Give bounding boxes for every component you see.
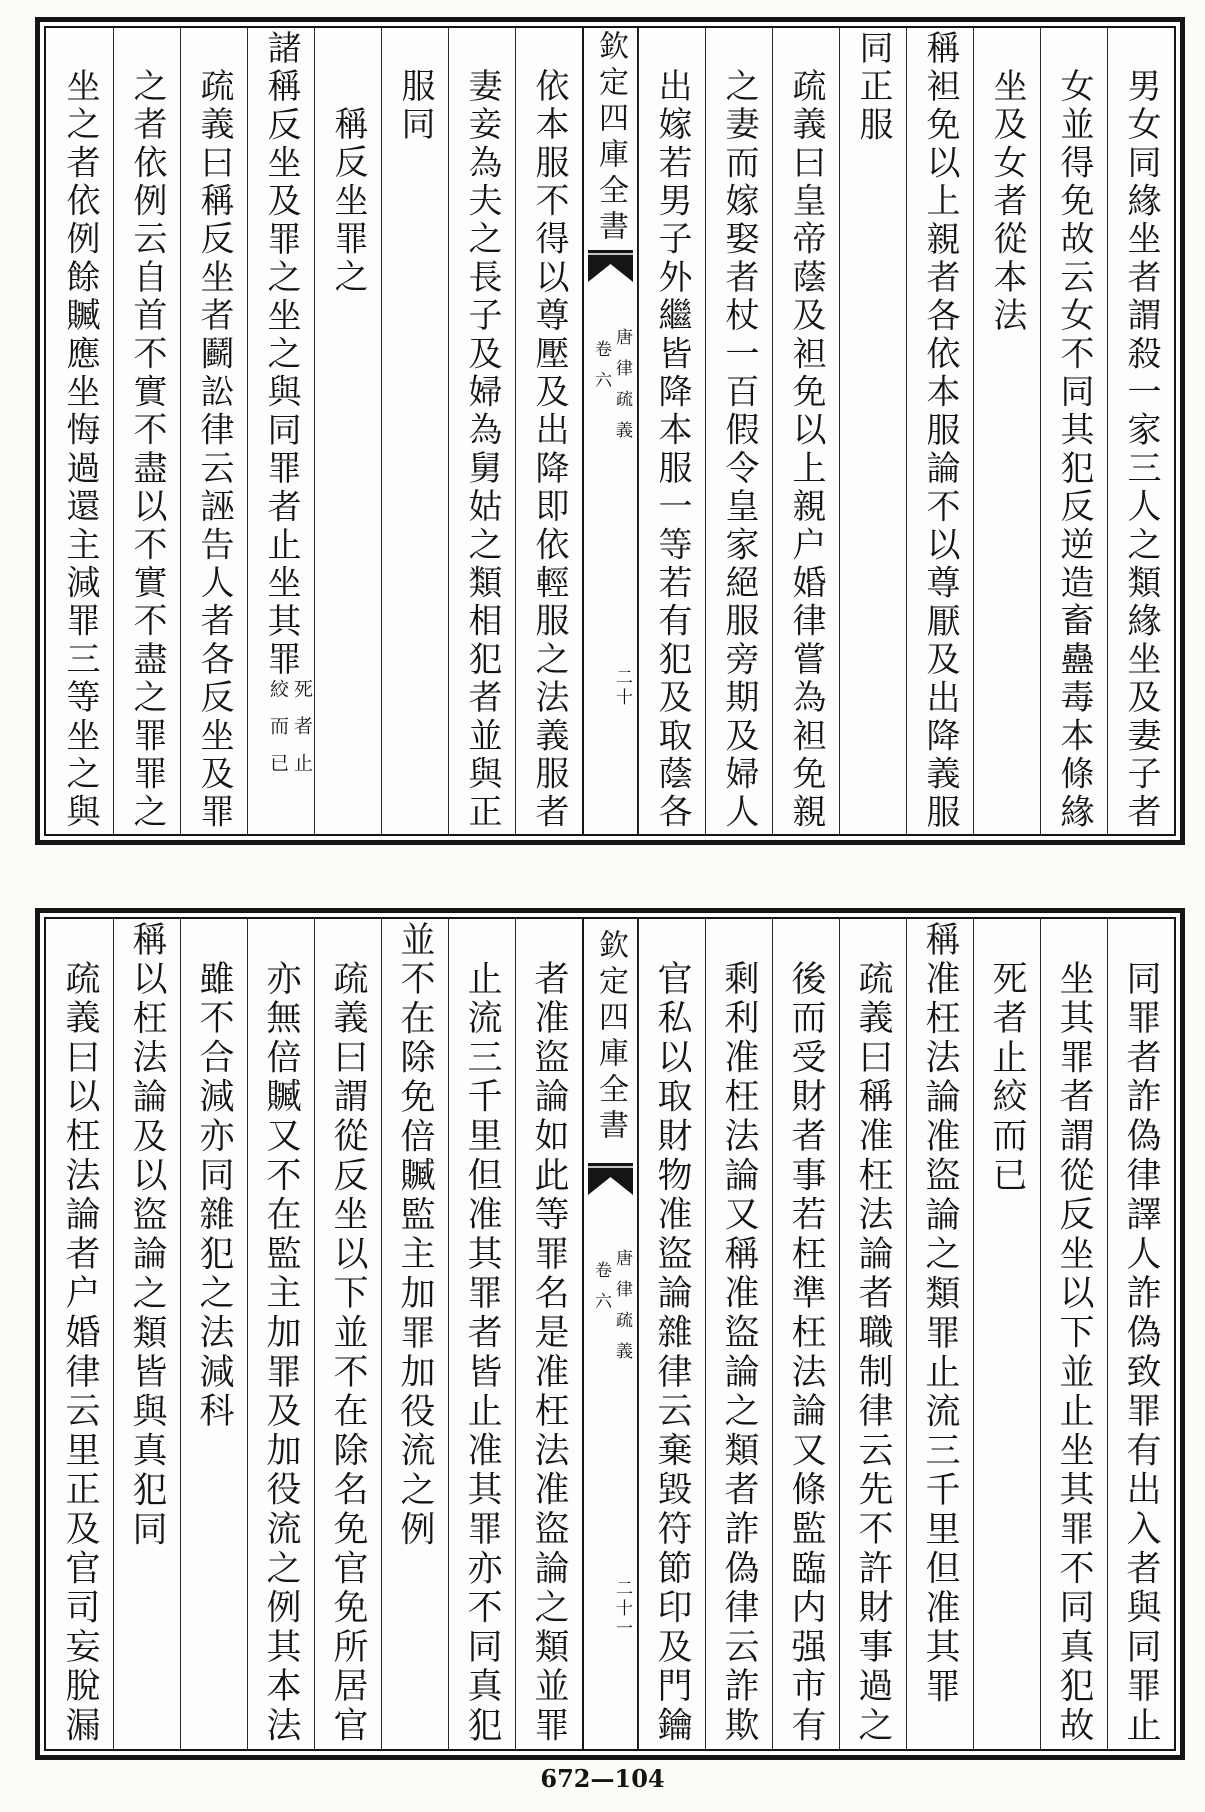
page-footer-number: 672—104 (540, 1764, 665, 1793)
series-header: 欽定四庫全書 (593, 30, 628, 246)
statute-text-column (247, 28, 314, 834)
volume-label: 卷六 (591, 1261, 611, 1323)
bottom-page-panel (35, 908, 1185, 1760)
statute-text-column: 稱袒免以上親者各依本服論不以尊厭及出降義服 (906, 28, 973, 834)
text-column: 服同 (381, 28, 448, 834)
text-column: 女並得免故云女不同其犯反逆造畜蠱毒本條緣 (1040, 28, 1107, 834)
text-column: 止流三千里但准其罪者皆止准其罪亦不同真犯 (448, 919, 515, 1749)
text-column: 官私以取財物准盜論雜律云棄毀符節印及門鑰 (638, 919, 705, 1749)
text-column: 出嫁若男子外繼皆降本服一等若有犯及取蔭各 (638, 28, 705, 834)
volume-label: 卷六 (591, 340, 611, 402)
text-column: 者准盜論如此等罪名是准枉法准盜論之類並罪 (515, 919, 582, 1749)
page-frame (44, 26, 1176, 836)
fish-tail-mark (588, 1163, 633, 1195)
series-header: 欽定四庫全書 (593, 929, 628, 1145)
fish-tail-mark (588, 250, 633, 282)
book-title: 唐律疏義 (612, 328, 632, 452)
text-column: 雖不合減亦同雜犯之法減科 (180, 919, 247, 1749)
text-column: 疏義曰以枉法論者户婚律云里正及官司妄脫漏 (60, 960, 100, 1747)
text-column: 疏義曰稱反坐者鬬訟律云誣告人者各反坐及罪 (180, 28, 247, 834)
text-column: 依本服不得以尊壓及出降即依輕服之法義服者 (515, 28, 582, 834)
text-column: 剩利准枉法論又稱准盜論之類者詐偽律云詐欺 (705, 919, 772, 1749)
note-line: 死者止 (291, 679, 313, 791)
text-column: 同罪者詐偽律譯人詐偽致罪有出入者與同罪止 (1107, 919, 1174, 1749)
text-column: 坐及女者從本法 (973, 28, 1040, 834)
text-column: 疏義曰謂從反坐以下並不在除名免官免所居官 (314, 919, 381, 1749)
leaf-number: 二十一 (612, 1579, 632, 1639)
statute-text-column: 稱准枉法論准盜論之類罪止流三千里但准其罪 (906, 919, 973, 1749)
statute-text-column: 並不在除免倍贓監主加罪加役流之例 (381, 919, 448, 1749)
book-title: 唐律疏義 (612, 1249, 632, 1373)
center-fold-column (582, 28, 638, 834)
text-column: 男女同緣坐者謂殺一家三人之類緣坐及妻子者 (1107, 28, 1174, 834)
leaf-number: 二十 (612, 668, 632, 708)
center-fold-column (582, 919, 638, 1749)
note-line: 絞而已 (267, 679, 289, 791)
page-frame (44, 917, 1176, 1751)
statute-text-column: 同正服 (839, 28, 906, 834)
text-column: 坐之者依例餘贓應坐悔過還主減罪三等坐之與 (60, 68, 100, 833)
text-column: 妻妾為夫之長子及婦為舅姑之類相犯者並與正 (448, 28, 515, 834)
text-column: 坐其罪者謂從反坐以下並止坐其罪不同真犯故 (1040, 919, 1107, 1749)
top-page-panel (35, 17, 1185, 845)
article-title-column: 稱反坐罪之 (314, 28, 381, 834)
text-column: 之妻而嫁娶者杖一百假令皇家絕服旁期及婦人 (705, 28, 772, 834)
statute-text-column: 稱以枉法論及以盜論之類皆與真犯同 (113, 919, 180, 1749)
text-column: 之者依例云自首不實不盡以不實不盡之罪罪之 (113, 28, 180, 834)
text-column: 亦無倍贓又不在監主加罪及加役流之例其本法 (247, 919, 314, 1749)
text-column: 疏義曰皇帝蔭及袒免以上親户婚律嘗為袒免親 (772, 28, 839, 834)
statute-text: 諸稱反坐及罪之坐之與同罪者止坐其罪 (261, 30, 301, 680)
text-column: 死者止絞而已 (973, 919, 1040, 1749)
text-column: 後而受財者事若枉準枉法論又條監臨内强市有 (772, 919, 839, 1749)
text-column: 疏義曰稱准枉法論者職制律云先不許財事過之 (839, 919, 906, 1749)
interlinear-note (266, 679, 314, 790)
